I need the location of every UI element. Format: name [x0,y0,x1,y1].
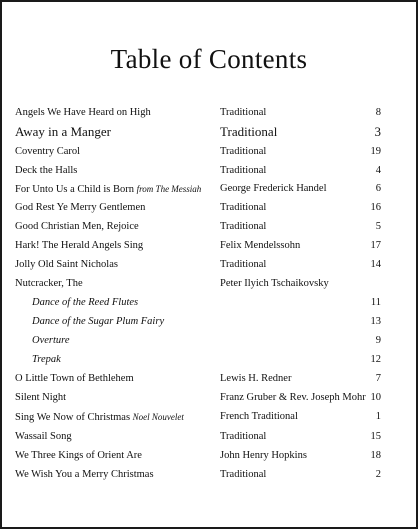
song-composer: Traditional [220,259,267,270]
toc-row [2,449,416,467]
song-composer: Felix Mendelssohn [220,240,301,251]
song-title: Good Christian Men, Rejoice [15,221,139,232]
toc-row [2,391,416,409]
page-number: 1 [375,411,381,422]
song-title: We Wish You a Merry Christmas [15,469,154,480]
song-composer: Traditional [220,165,267,176]
song-title: Sing We Now of Christmas [15,412,131,423]
toc-row [2,372,416,390]
page-number: 4 [375,165,381,176]
song-composer: Traditional [220,146,267,157]
page-number: 15 [370,431,381,442]
page-number: 17 [370,240,381,251]
song-composer: George Frederick Handel [220,183,327,194]
toc-row [2,258,416,276]
toc-row [2,164,416,182]
page-number: 16 [370,202,381,213]
song-title: We Three Kings of Orient Are [15,450,142,461]
page-number: 6 [375,183,381,194]
song-composer: Traditional [220,124,278,139]
toc-row [2,430,416,448]
page-number: 7 [375,373,381,384]
page-number: 13 [370,316,381,327]
toc-row [2,410,416,428]
toc-subrow [2,296,416,314]
song-source: Noel Nouvelet [132,412,184,422]
page-number: 11 [370,297,381,308]
song-composer: Traditional [220,107,267,118]
page-number: 3 [374,124,381,139]
song-composer: John Henry Hopkins [220,450,307,461]
movement-title: Dance of the Reed Flutes [32,297,139,308]
page-number: 14 [370,259,381,270]
song-title: Coventry Carol [15,146,81,157]
page-number: 9 [375,335,381,346]
song-title: Hark! The Herald Angels Sing [15,240,144,251]
toc-row [2,182,416,200]
page-number: 12 [370,354,381,365]
movement-title: Trepak [32,354,61,365]
song-composer: Franz Gruber & Rev. Joseph Mohr [220,392,366,403]
toc-row [2,201,416,219]
song-composer: Lewis H. Redner [220,373,292,384]
song-title: Angels We Have Heard on High [15,107,151,118]
song-title: Wassail Song [15,431,72,442]
song-title: God Rest Ye Merry Gentlemen [15,202,146,213]
song-source: from The Messiah [136,184,202,194]
song-composer: Traditional [220,202,267,213]
page-number: 10 [370,392,381,403]
song-title: Away in a Manger [15,124,111,139]
song-title: For Unto Us a Child is Born [15,184,135,195]
toc-subrow [2,315,416,333]
song-composer: Peter Ilyich Tschaikovsky [220,278,329,289]
movement-title: Dance of the Sugar Plum Fairy [32,316,165,327]
song-title: Jolly Old Saint Nicholas [15,259,118,270]
song-title: Deck the Halls [15,165,78,176]
song-title-line [15,410,184,425]
song-composer: Traditional [220,221,267,232]
toc-row [2,106,416,124]
song-composer: Traditional [220,469,267,480]
toc-row [2,145,416,163]
movement-title: Overture [32,335,70,346]
page-number: 18 [370,450,381,461]
toc-row [2,468,416,486]
toc-row [2,220,416,238]
toc-row [2,277,416,295]
page-title: Table of Contents [110,44,308,74]
song-composer: Traditional [220,431,267,442]
page-number: 2 [375,469,381,480]
song-title: Nutcracker, The [15,278,83,289]
song-title: Silent Night [15,392,67,403]
toc-row [2,126,416,144]
toc-row [2,239,416,257]
song-title-line [15,182,201,197]
toc-subrow [2,334,416,352]
page-number: 8 [375,107,381,118]
page-number: 19 [370,146,381,157]
song-composer: French Traditional [220,411,298,422]
toc-subrow [2,353,416,371]
page-number: 5 [375,221,381,232]
song-title: O Little Town of Bethlehem [15,373,134,384]
